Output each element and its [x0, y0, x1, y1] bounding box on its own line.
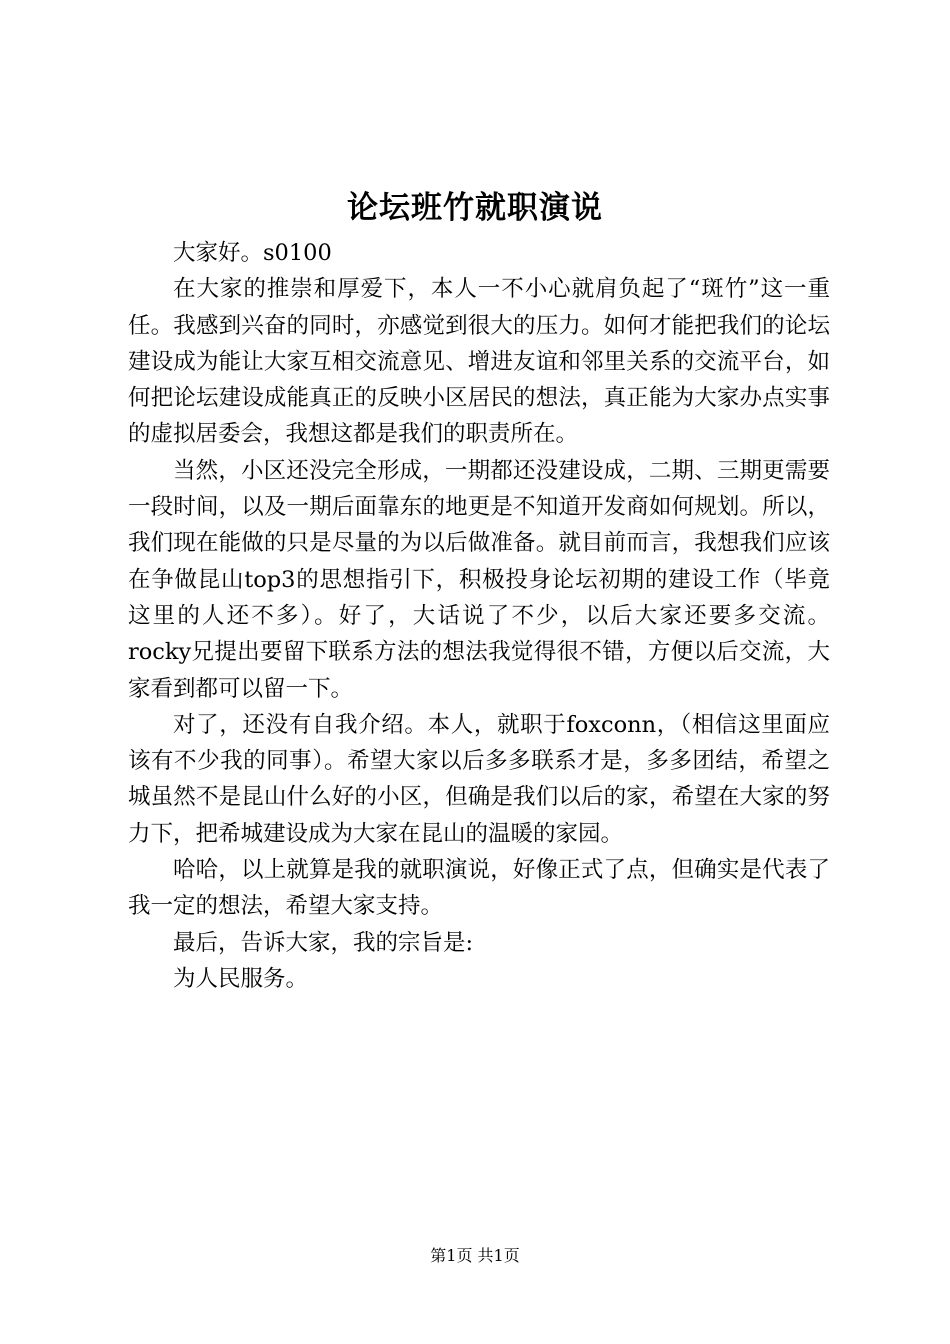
- paragraph-motto-intro: 最后，告诉大家，我的宗旨是:: [173, 929, 474, 956]
- paragraph-closing: 哈哈，以上就算是我的就职演说，好像正式了点，但确实是代表了我一定的想法，希望大家支持。: [128, 857, 830, 920]
- document-body: [128, 235, 830, 997]
- page-footer: 第1页 共1页: [430, 1246, 520, 1265]
- paragraph-self-introduction: 对了，还没有自我介绍。本人，就职于foxconn，（相信这里面应该有不少我的同事）。希望大家以后多多联系才是，多多团结，希望之城虽然不是昆山什么好的小区，但确是我们以后的家，希望在大家的努力下，把希城建设成为大家在昆山的温暖的家园。: [128, 711, 830, 847]
- paragraph-responsibility: 在大家的推崇和厚爱下，本人一不小心就肩负起了“斑竹”这一重任。我感到兴奋的同时，亦感觉到很大的压力。如何才能把我们的论坛建设成为能让大家互相交流意见、增进友谊和邻里关系的交流平台，如何把论坛建设成能真正的反映小区居民的想法，真正能为大家办点实事的虚拟居委会，我想这都是我们的职责所在。: [128, 276, 830, 448]
- paragraph-community-status: 当然，小区还没完全形成，一期都还没建设成，二期、三期更需要一段时间，以及一期后面靠东的地更是不知道开发商如何规划。所以，我们现在能做的只是尽量的为以后做准备。就目前而言，我想我们应该在争做昆山top3的思想指引下，积极投身论坛初期的建设工作（毕竟这里的人还不多）。好了，大话说了不少，以后大家还要多交流。rocky兄提出要留下联系方法的想法我觉得很不错，方便以后交流，大家看到都可以留一下。: [128, 457, 830, 702]
- document-title: 论坛班竹就职演说: [347, 190, 603, 226]
- paragraph-motto: 为人民服务。: [173, 965, 309, 992]
- paragraph-greeting: 大家好。s0100: [173, 240, 332, 266]
